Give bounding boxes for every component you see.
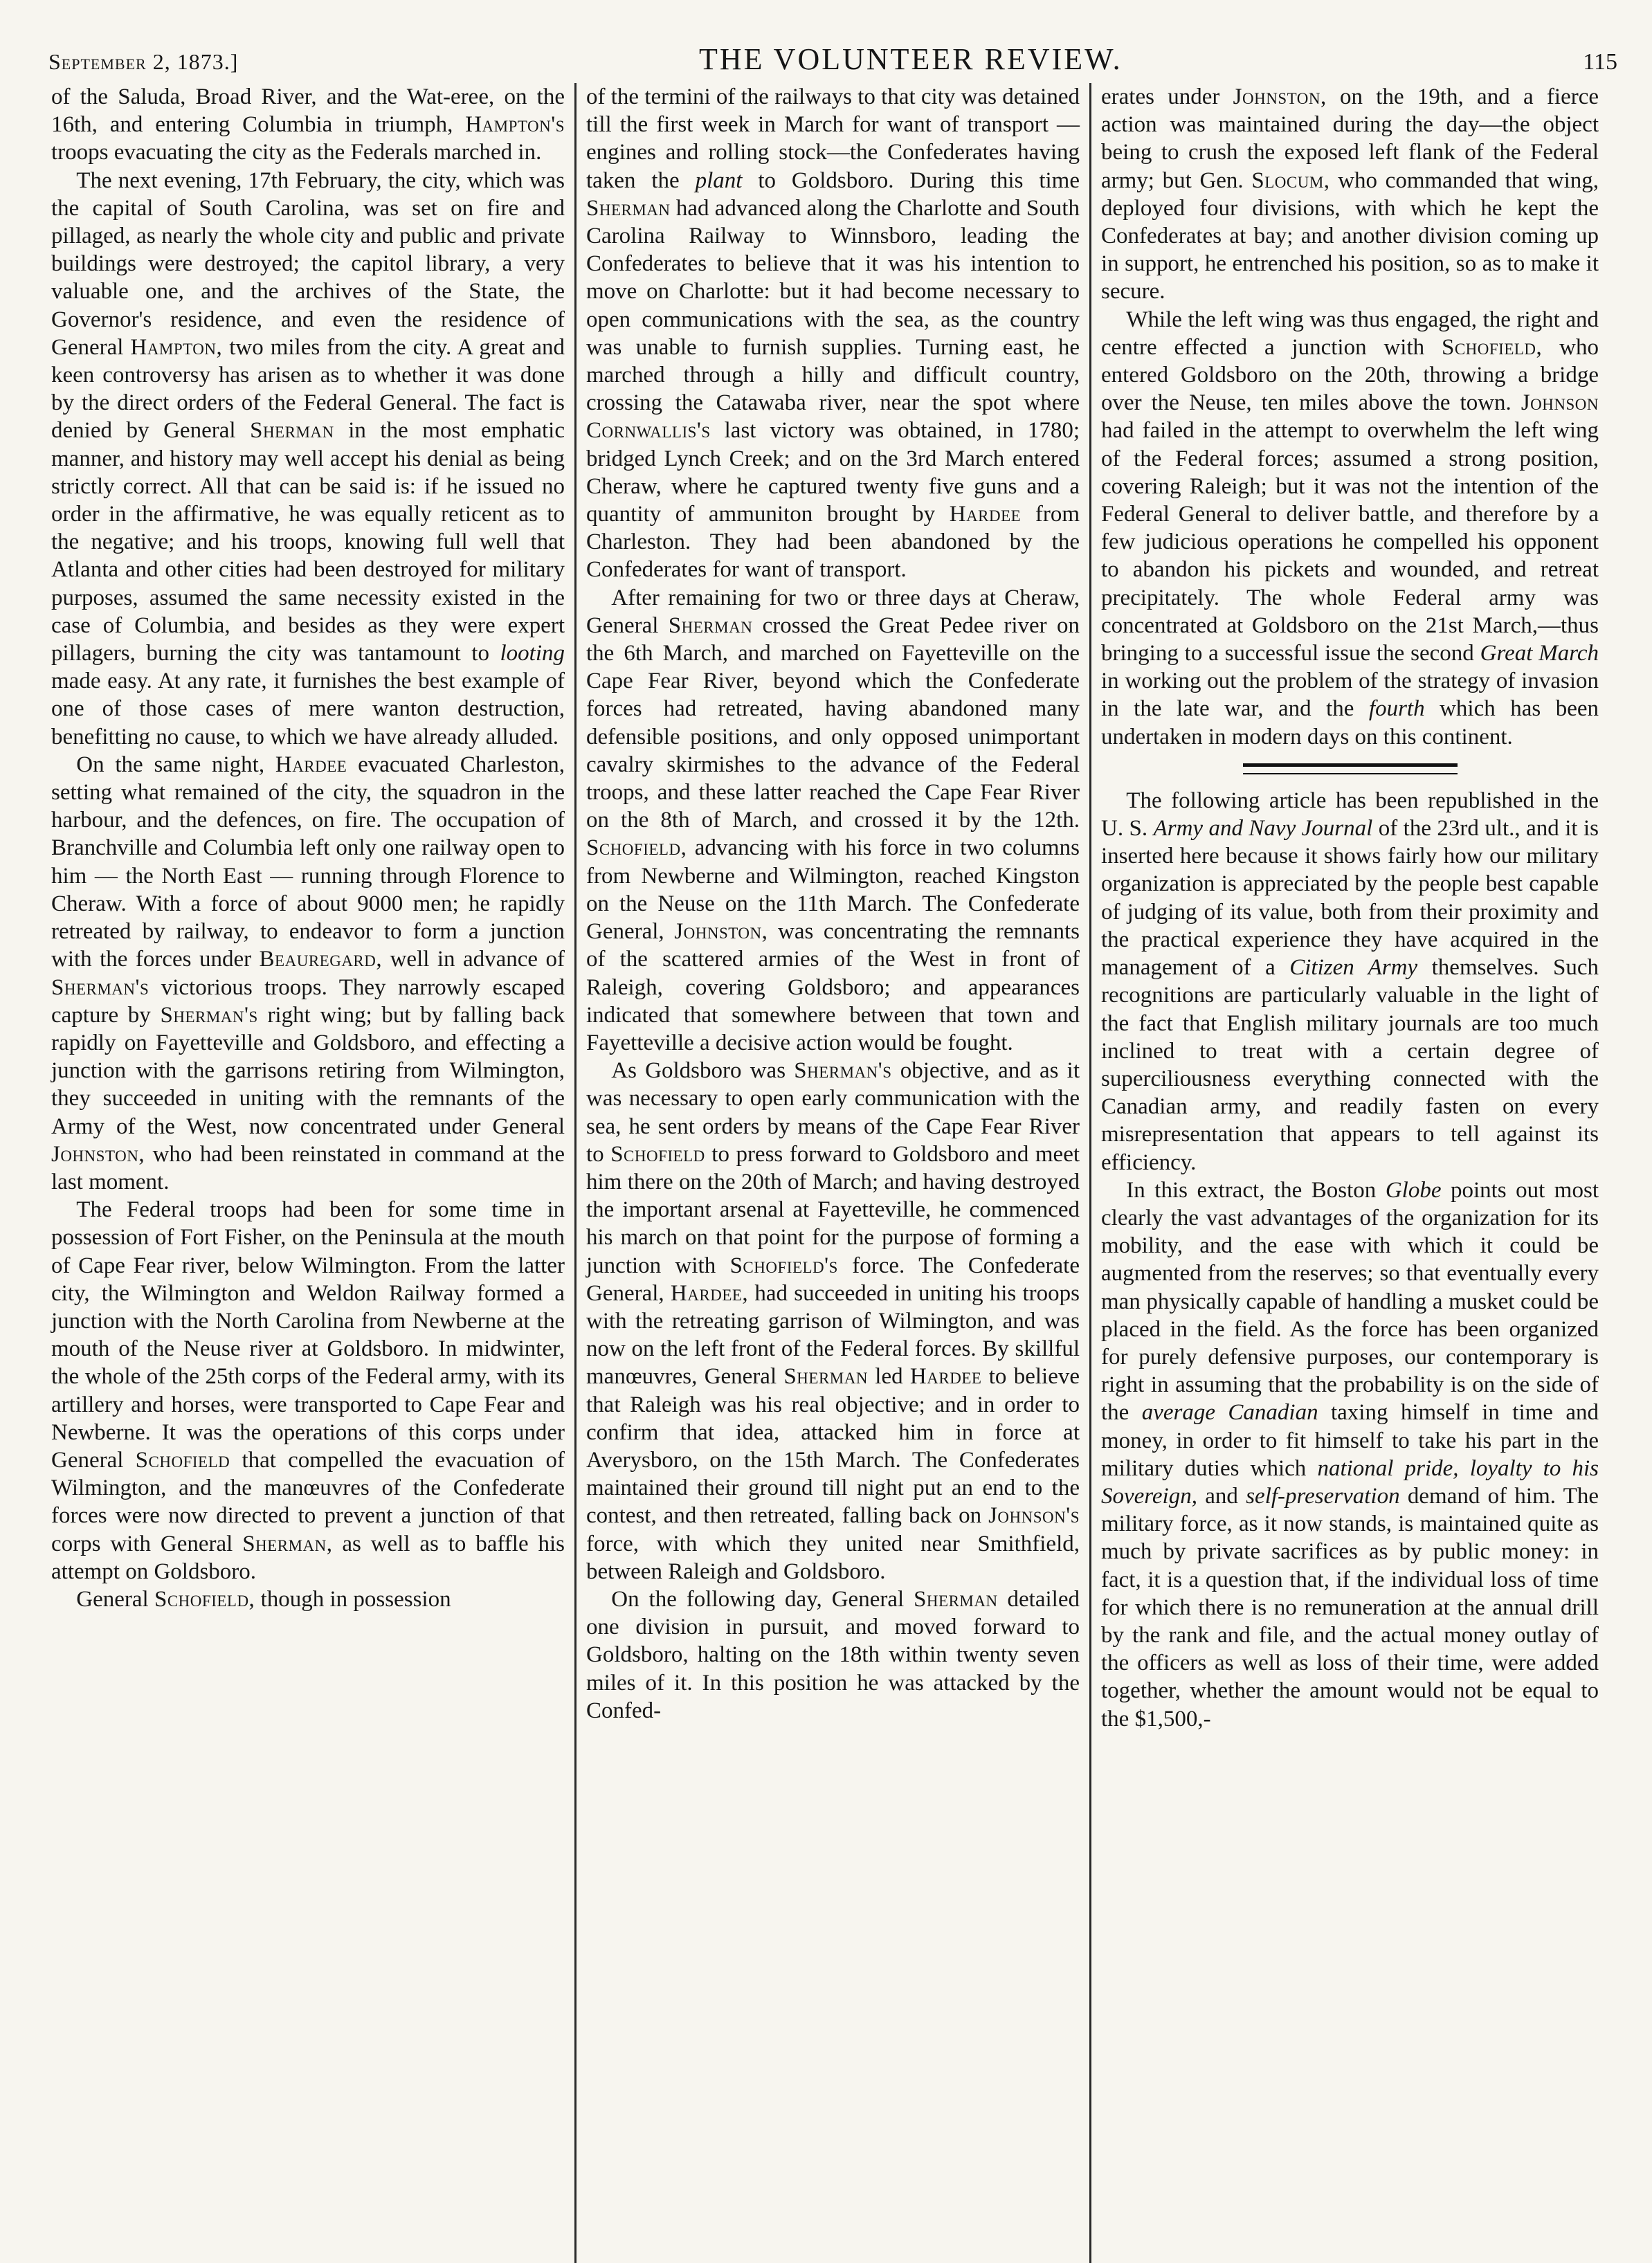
name-smallcaps: Schofield's — [729, 1253, 838, 1278]
paragraph — [586, 1057, 1080, 1585]
name-smallcaps: Johnston, — [1233, 84, 1327, 109]
name-smallcaps: Johnson — [1521, 390, 1599, 416]
text-run: detailed one division in pursuit, and moved forward to Goldsboro, halting on the 18th within twenty seven miles of it. In this position he was attacked by the Confed- — [586, 1586, 1080, 1723]
paragraph — [1101, 1176, 1599, 1733]
text-run: demand of him. The military force, as it now stands, is maintained quite as much by private sacrifices as by public money: in fact, it is a question that, if the individual loss of time for which there is no remuneration at the annual drill by the rank and file, and the actual money outlay of the officers as well as loss of their time, were added together, whether the amount would not be equal to the $1,500,- — [1101, 1483, 1599, 1732]
paragraph — [51, 167, 565, 751]
publication-title: THE VOLUNTEER REVIEW. — [698, 42, 1123, 76]
text-run: taxing himself in time and money, in order to fit himself to take his part in the military duties which — [1101, 1400, 1599, 1481]
paragraph — [51, 83, 565, 167]
text-run: objective, and as it was necessary to open early communication with the sea, he sent orders by means of the Cape Fear River to — [586, 1058, 1080, 1167]
text-run: though in possession — [255, 1586, 451, 1612]
text-run: in working out the problem of the strategy of invasion in the late war, and the — [1101, 669, 1599, 722]
text-run: had succeeded in uniting his troops with the retreating garrison of Wilmington, and was now on the left front of the Federal forces. By skillful manœuvres, General — [586, 1280, 1080, 1390]
text-run: was concentrating the remnants of the scattered armies of the West in front of Raleigh, covering Goldsboro; and appearances indicated that somewhere between that town and Fayetteville a decisive action would be fought. — [586, 919, 1080, 1055]
text-run: The following article has been republished in the U. S. — [1101, 788, 1599, 842]
name-smallcaps: Sherman — [668, 612, 753, 638]
text-run: that compelled the evacuation of Wilmington, and the manœuvres of the Confederate forces were now directed to prevent a junction of that corps with General — [51, 1447, 565, 1556]
text-run: had advanced along the Charlotte and South Carolina Railway to Winnsboro, leading the Confederates to believe that it was his intention to move on Charlotte: but it had become necessary to open communications with the sea, as the country was unable to furnish supplies. Turning east, he marched through a hilly and difficult country, crossing the Catawaba river, near the spot where — [586, 195, 1080, 416]
text-run: While the left wing was thus engaged, the right and centre effected a junction with — [1101, 307, 1599, 360]
name-smallcaps: Johnston, — [51, 1141, 145, 1167]
text-run: right wing; but by falling back rapidly on Fayetteville and Goldsboro, and effecting a junction with the garrisons retiring from Wilmington, they succeeded in uniting with the remnants of the Army of the West, now concentrated under General — [51, 1002, 565, 1139]
text-run: on the 19th, and a fierce action was maintained during the day—the object being to crush the exposed left flank of the Federal army; but Gen. — [1101, 84, 1599, 193]
text-run: as well as to baffle his attempt on Goldsboro. — [51, 1531, 565, 1584]
emphasis-italic: Army and Navy Journal — [1153, 816, 1373, 842]
paragraph — [51, 1585, 565, 1613]
paragraph — [51, 1196, 565, 1585]
name-smallcaps: Hampton's — [465, 112, 565, 138]
text-run: After remaining for two or three days at Cheraw, General — [586, 585, 1080, 638]
text-run: who had been reinstated in command at the last moment. — [51, 1141, 565, 1194]
text-run: to Goldsboro. During this time — [742, 167, 1080, 193]
name-smallcaps: Sherman — [250, 418, 334, 444]
emphasis-italic: plant — [695, 167, 743, 193]
text-run: themselves. Such recognitions are particularly valuable in the light of the fact that English military journals are too much inclined to treat with a certain degree of superciliousness everything connected with the Canadian army, and readily fasten on every misrepresentation that appears to tell against its efficiency. — [1101, 955, 1599, 1175]
page-header — [42, 42, 1624, 76]
emphasis-italic: Globe — [1385, 1177, 1442, 1203]
text-run: two miles from the city. A great and keen controversy has arisen as to whether it was done by the direct orders of the Federal General. The fact is denied by General — [51, 334, 565, 444]
text-run: The next evening, 17th February, the city, which was the capital of South Carolina, was set on fire and pillaged, as nearly the whole city and public and private buildings were destroyed; the capitol library, a very valuable one, and the archives of the State, the Governor's residence, and even the residence of General — [51, 167, 565, 360]
name-smallcaps: Schofield, — [154, 1586, 255, 1612]
column-1 — [42, 83, 574, 2263]
name-smallcaps: Beauregard, — [259, 947, 383, 972]
text-run: had failed in the attempt to overwhelm the left wing of the Federal forces; assumed a strong position, covering Raleigh; but it was not the intention of the Federal General to deliver battle, and therefore by a few judicious operations he compelled his opponent to abandon his pickets and wounded, and retreat precipitately. The whole Federal army was concentrated at Goldsboro on the 21st March,—thus bringing to a successful issue the second — [1101, 418, 1599, 666]
text-run: who entered Goldsboro on the 20th, throwing a bridge over the Neuse, ten miles above the town. — [1101, 334, 1599, 416]
paragraph — [1101, 787, 1599, 1176]
emphasis-italic: national pride, loyalty to his Sovereign, — [1101, 1455, 1599, 1509]
name-smallcaps: Hampton, — [130, 334, 223, 360]
text-run: who commanded that wing, deployed four divisions, with which he kept the Confederates at bay; and another division coming up in support, he entrenched his position, so as to make it secure. — [1101, 167, 1599, 305]
name-smallcaps: Sherman, — [242, 1531, 333, 1556]
text-run: As Goldsboro was — [611, 1058, 795, 1084]
text-run: and — [1197, 1483, 1246, 1509]
text-run: The Federal troops had been for some time in possession of Fort Fisher, on the Peninsula at the mouth of Cape Fear river, below Wilmington. From the latter city, the Wilmington and Weldon Railway formed a junction with the North Carolina from Newberne at the mouth of the Neuse river at Goldsboro. In midwinter, the whole of the 25th corps of the Federal army, with its artillery and horses, were transported to Cape Fear and Newberne. It was the operations of this corps under General — [51, 1197, 565, 1473]
text-run: which has been undertaken in modern days on this continent. — [1101, 696, 1599, 749]
name-smallcaps: Slocum, — [1251, 167, 1330, 193]
name-smallcaps: Sherman — [783, 1364, 868, 1390]
text-run: crossed the Great Pedee river on the 6th March, and marched on Fayetteville on the Cape Fear River, beyond which the Confederate forces had retreated, having abandoned many defensible positions, and only opposed unimportant cavalry skirmishes to the advance of the Federal troops, and these latter reached the Cape Fear River on the 8th of March, and crossed it by the 12th. — [586, 612, 1080, 833]
emphasis-italic: Citizen Army — [1289, 955, 1418, 981]
name-smallcaps: Johnson's — [988, 1503, 1080, 1529]
text-run: led — [867, 1364, 910, 1390]
name-smallcaps: Schofield, — [1441, 334, 1543, 360]
name-smallcaps: Sherman's — [51, 974, 149, 1000]
name-smallcaps: Sherman's — [160, 1002, 258, 1028]
text-run: In this extract, the Boston — [1126, 1177, 1386, 1203]
text-run: victorious troops. They narrowly escaped capture by — [51, 974, 565, 1028]
column-2 — [574, 83, 1089, 2263]
page-number: 115 — [1583, 49, 1617, 75]
text-run: in the most emphatic manner, and history may well accept his denial as being strictly correct. All that can be said is: if he issued no order in the affirmative, he was equally reticent as to the negative; and his troops, knowing full well that Atlanta and other cities had been destroyed for military purposes, assumed the same necessity existed in the case of Columbia, and besides as they were expert pillagers, burning the city was tantamount to — [51, 418, 565, 666]
text-run: to believe that Raleigh was his real objective; and in order to confirm that idea, attacked him in force at Averysboro, on the 15th March. The Confederates maintained their ground till night put an end to the contest, and then retreated, falling back on — [586, 1364, 1080, 1529]
text-run: made easy. At any rate, it furnishes the best example of one of those cases of mere wanton destruction, benefitting no cause, to which we have already alluded. — [51, 669, 565, 749]
text-run: force. The Confederate General, — [586, 1253, 1080, 1306]
paragraph — [1101, 306, 1599, 751]
emphasis-italic: fourth — [1368, 696, 1425, 722]
name-smallcaps: Sherman's — [794, 1058, 892, 1084]
paragraph — [1101, 83, 1599, 306]
name-smallcaps: Hardee — [949, 502, 1022, 527]
name-smallcaps: Hardee — [275, 752, 347, 777]
text-run: On the following day, General — [611, 1586, 914, 1612]
emphasis-italic: Great March — [1480, 641, 1599, 666]
text-run: to press forward to Goldsboro and meet him there on the 20th of March; and having destroyed the important arsenal at Fayetteville, he commenced his march on that point for the purpose of forming a junction with — [586, 1141, 1080, 1278]
name-smallcaps: Hardee, — [670, 1280, 749, 1306]
name-smallcaps: Cornwallis's — [586, 418, 711, 444]
name-smallcaps: Schofield — [610, 1141, 705, 1167]
text-run: well in advance of — [382, 947, 565, 972]
paragraph — [586, 83, 1080, 584]
paragraph — [586, 584, 1080, 1057]
text-run: evacuated Charleston, setting what remained of the city, the squadron in the harbour, and the defences, on fire. The occupation of Branchville and Columbia left only one railway open to him — the North East — running through Florence to Cheraw. With a force of about 9000 men; he rapidly retreated by railway, to endeavor to form a junction with the forces under — [51, 752, 565, 972]
emphasis-italic: looting — [500, 641, 565, 666]
double-rule — [1243, 763, 1458, 774]
emphasis-italic: average Canadian — [1141, 1400, 1318, 1426]
text-run: force, with which they united near Smithfield, between Raleigh and Goldsboro. — [586, 1531, 1080, 1584]
article-columns — [42, 73, 1624, 2263]
text-run: troops evacuating the city as the Federals marched in. — [51, 140, 542, 165]
name-smallcaps: Schofield — [135, 1447, 230, 1473]
text-run: from Charleston. They had been abandoned by the Confederates for want of transport. — [586, 502, 1080, 583]
text-run: last victory was obtained, in 1780; bridged Lynch Creek; and on the 3rd March entered Cheraw, where he captured twenty five guns and a quantity of ammuniton brought by — [586, 418, 1080, 527]
name-smallcaps: Schofield, — [586, 835, 687, 861]
text-run: erates under — [1101, 84, 1233, 109]
issue-date: September 2, 1873.] — [48, 49, 239, 74]
column-3 — [1089, 83, 1608, 2263]
text-run: of the termini of the railways to that city was detained till the first week in March for want of transport — engines and rolling stock—the Confederates having taken the — [586, 84, 1080, 193]
name-smallcaps: Sherman — [914, 1586, 998, 1612]
paragraph — [586, 1585, 1080, 1725]
name-smallcaps: Johnston, — [674, 919, 768, 945]
text-run: General — [76, 1586, 154, 1612]
emphasis-italic: self-preservation — [1246, 1483, 1400, 1509]
paragraph — [51, 751, 565, 1196]
text-run: points out most clearly the vast advantages of the organization for its mobility, and the ease with which it could be augmented from the reserves; so that eventually every man physically capable of handling a musket could be placed in the field. As the force has been organized for purely defensive purposes, our contemporary is right in assuming that the probability is on the side of the — [1101, 1177, 1599, 1426]
text-run: advancing with his force in two columns from Newberne and Wilmington, reached Kingston on the Neuse on the 11th March. The Confederate General, — [586, 835, 1080, 945]
name-smallcaps: Hardee — [909, 1364, 982, 1390]
name-smallcaps: Sherman — [586, 195, 671, 221]
section-divider — [1101, 751, 1599, 787]
text-run: of the 23rd ult., and it is inserted here because it shows fairly how our military organization is appreciated by the people best capable of judging of its value, both from their proximity and the practical experience they have acquired in the management of a — [1101, 816, 1599, 981]
text-run: On the same night, — [76, 752, 275, 777]
text-run: of the Saluda, Broad River, and the Wat-eree, on the 16th, and entering Columbia in triumph, — [51, 84, 565, 138]
